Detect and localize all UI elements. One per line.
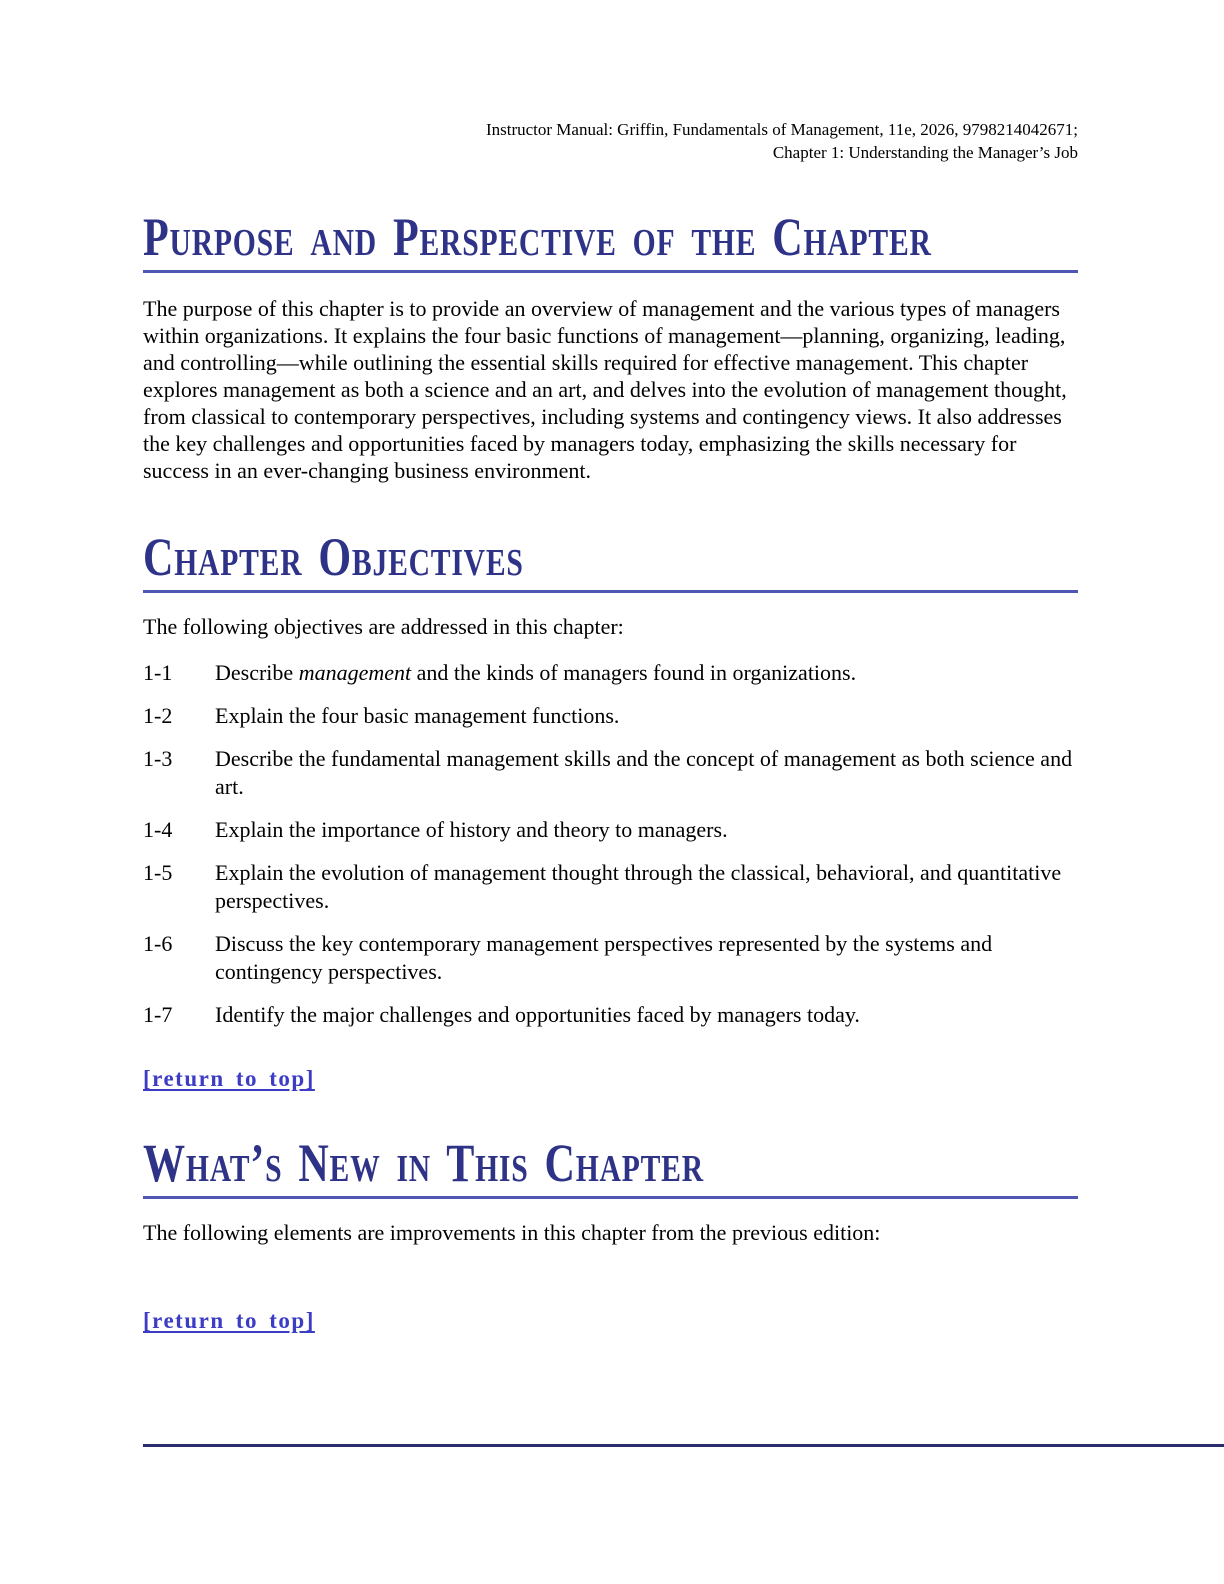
list-item — [143, 659, 1078, 687]
whats-new-section-title — [143, 1133, 1078, 1193]
objectives-list — [143, 659, 1078, 1029]
objective-text: Describe the fundamental management skills and the concept of management as both science and art. — [215, 746, 1073, 799]
objective-number: 1-3 — [143, 746, 173, 771]
list-item — [143, 930, 1078, 986]
objective-number: 1-5 — [143, 860, 173, 885]
list-item — [143, 745, 1078, 801]
objectives-title-text: Chapter Objectives — [143, 527, 524, 587]
objective-text: Explain the four basic management functions. — [215, 703, 620, 728]
objective-text: Describe management and the kinds of managers found in organizations. — [215, 660, 857, 685]
objective-number: 1-4 — [143, 817, 173, 842]
return-to-top-link[interactable]: [return to top] — [143, 1066, 315, 1091]
objective-text: Discuss the key contemporary management perspectives represented by the systems and contingency perspectives. — [215, 931, 993, 984]
objective-number: 1-1 — [143, 660, 173, 685]
header-line-1: Instructor Manual: Griffin, Fundamentals of Management, 11e, 2026, 9798214042671; — [485, 120, 1078, 139]
italic-term: management — [298, 660, 412, 685]
objective-number: 1-2 — [143, 703, 173, 728]
list-item — [143, 1001, 1078, 1029]
page-header — [143, 118, 1078, 164]
footer-divider — [143, 1444, 1224, 1447]
objective-text: Explain the evolution of management thought through the classical, behavioral, and quantitative perspectives. — [215, 860, 1062, 913]
objective-number: 1-7 — [143, 1002, 173, 1027]
whats-new-title-text: What’s New in This Chapter — [143, 1133, 704, 1193]
purpose-section-title — [143, 207, 1078, 267]
whats-new-intro: The following elements are improvements in this chapter from the previous edition: — [143, 1220, 881, 1245]
objectives-intro: The following objectives are addressed in this chapter: — [143, 614, 624, 639]
header-line-2: Chapter 1: Understanding the Manager’s Job — [772, 143, 1078, 162]
purpose-title-rule — [143, 270, 1078, 273]
list-item — [143, 816, 1078, 844]
objective-number: 1-6 — [143, 931, 173, 956]
purpose-paragraph: The purpose of this chapter is to provide an overview of management and the various types of managers within organizations. It explains the four basic functions of management—planning, organizing, leading, and controlling—while outlining the essential skills required for effective management. This chapter explores management as both a science and an art, and delves into the evolution of management thought, from classical to contemporary perspectives, including systems and contingency views. It also addresses the key challenges and opportunities faced by managers today, emphasizing the skills necessary for success in an ever-changing business environment. — [143, 296, 1067, 483]
objective-text: Explain the importance of history and theory to managers. — [215, 817, 728, 842]
list-item — [143, 859, 1078, 915]
list-item — [143, 702, 1078, 730]
objectives-title-rule — [143, 590, 1078, 593]
objective-text: Identify the major challenges and opportunities faced by managers today. — [215, 1002, 860, 1027]
whats-new-title-rule — [143, 1196, 1078, 1199]
return-to-top-link[interactable]: [return to top] — [143, 1308, 315, 1333]
purpose-title-text: Purpose and Perspective of the Chapter — [143, 207, 932, 267]
objectives-section-title — [143, 527, 1078, 587]
